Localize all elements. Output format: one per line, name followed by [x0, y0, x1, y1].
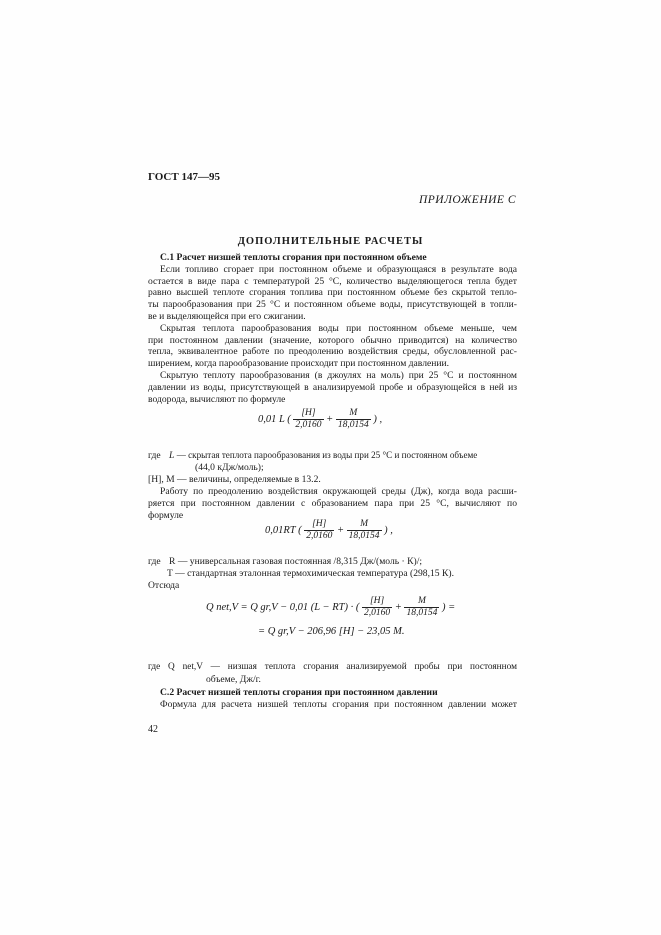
legend-r: R — универсальная газовая постоянная /8,315 Дж/(моль · К)/; — [169, 556, 423, 567]
legend-l-value: (44,0 кДж/моль); — [195, 461, 264, 473]
legend-symbol-l: L — [169, 450, 175, 461]
legend-latent-heat — [148, 450, 517, 485]
formula-tail: ) , — [384, 524, 393, 536]
paragraph-line: остается в виде пара с температурой 25 °С, количество выделяющегося тепла будет — [148, 275, 517, 287]
paragraph-line: тепла, эквивалентное работе по преодолению воздействия среды, обусловленной рас- — [148, 346, 517, 358]
fraction-h: $\frac{[H]}{2,0160}$ — [306, 519, 333, 541]
paragraph-line: ряется при постоянном давлении с образованием пара при 25 °С, вычисляют по — [148, 497, 517, 509]
paragraph-line: Работу по преодолению воздействия окружающей среды (Дж), когда вода расши- — [160, 486, 517, 497]
section1-heading: С.1 Расчет низшей теплоты сгорания при постоянном объеме — [160, 252, 427, 263]
formula-plus: + — [336, 524, 345, 536]
paragraph-work — [148, 486, 517, 521]
formula-lead: 0,01 L ( — [258, 413, 291, 425]
paragraph-line: при постоянном давлении (значение, которого обычно приводится) на количество — [148, 334, 517, 346]
paragraph-line: ширением, когда парообразование происходит при постоянном давлении. — [148, 358, 450, 370]
legend-net-line1: где Q net,V — низшая теплота сгорания анализируемой пробы при постоянном — [148, 662, 517, 672]
hence-word: Отсюда — [148, 579, 180, 591]
legend-where: где — [148, 450, 161, 461]
formula-latent-heat — [258, 408, 382, 431]
paragraph-line: формуле — [148, 509, 184, 521]
legend-net-line2: объеме, Дж/г. — [206, 673, 261, 685]
page-title: ДОПОЛНИТЕЛЬНЫЕ РАСЧЕТЫ — [237, 236, 424, 247]
paragraph-line: ве и выделяющейся при его сжигании. — [148, 310, 306, 322]
paragraph-line: Если топливо сгорает при постоянном объеме и образующаяся в результате вода — [160, 263, 517, 275]
paragraph-line: ты парообразования при 25 °С и постоянном объеме воды, присутствующей в топли- — [148, 299, 517, 311]
formula-net-calorific-line2: = Q gr,V − 206,96 [H] − 23,05 M. — [258, 626, 405, 637]
legend-l-text: — скрытая теплота парообразования из воды при 25 °С и постоянном объеме — [176, 450, 478, 460]
legend-hm: [H], M — величины, определяемые в 13.2. — [148, 473, 321, 485]
legend-net — [148, 662, 517, 686]
paragraph-line: Формула для расчета низшей теплоты сгорания при постоянном давлении может — [160, 698, 517, 710]
paragraph-line: Скрытая теплота парообразования воды при постоянном объеме меньше, чем — [160, 322, 517, 334]
formula-plus: + — [394, 601, 402, 613]
section2-text — [148, 687, 517, 711]
formula-lead: Q net,V = Q gr,V − 0,01 (L − RT) · ( — [206, 601, 360, 613]
legend-where: где — [148, 556, 161, 567]
fraction-h: $\frac{[H]}{2,0160}$ — [295, 408, 322, 430]
page-number: 42 — [148, 724, 158, 735]
legend-work — [148, 556, 454, 591]
formula-lead: 0,01RT ( — [265, 524, 302, 536]
fraction-h: $\frac{[H]}{2,0160}$ — [364, 596, 391, 618]
paragraph-line: равно высшей теплоте сгорания топлива при постоянном объеме без скрытой тепло- — [148, 287, 517, 299]
fraction-m: $\frac{M}{18,0154}$ — [406, 596, 438, 618]
fraction-m: $\frac{M}{18,0154}$ — [348, 519, 380, 541]
section2-heading: С.2 Расчет низшей теплоты сгорания при постоянном давлении — [160, 687, 438, 698]
formula-tail: ) , — [373, 413, 383, 425]
formula-plus: + — [326, 413, 334, 425]
doc-code: ГОСТ 147—95 — [148, 171, 220, 183]
fraction-m: $\frac{M}{18,0154}$ — [337, 408, 369, 430]
appendix-label: ПРИЛОЖЕНИЕ С — [418, 194, 516, 206]
legend-t: T — стандартная эталонная термохимическая температура (298,15 К). — [167, 567, 454, 579]
formula-net-calorific — [206, 596, 455, 619]
formula-tail: ) = — [441, 601, 456, 613]
formula-work — [265, 519, 393, 542]
paragraph-line: водорода, вычисляют по формуле — [148, 393, 286, 405]
section1-text — [148, 252, 517, 405]
paragraph-line: давлении из воды, присутствующей в анализируемой пробе и образующейся в ней из — [148, 381, 517, 393]
paragraph-line: Скрытую теплоту парообразования (в джоулях на моль) при 25 °С и постоянном — [160, 369, 517, 381]
